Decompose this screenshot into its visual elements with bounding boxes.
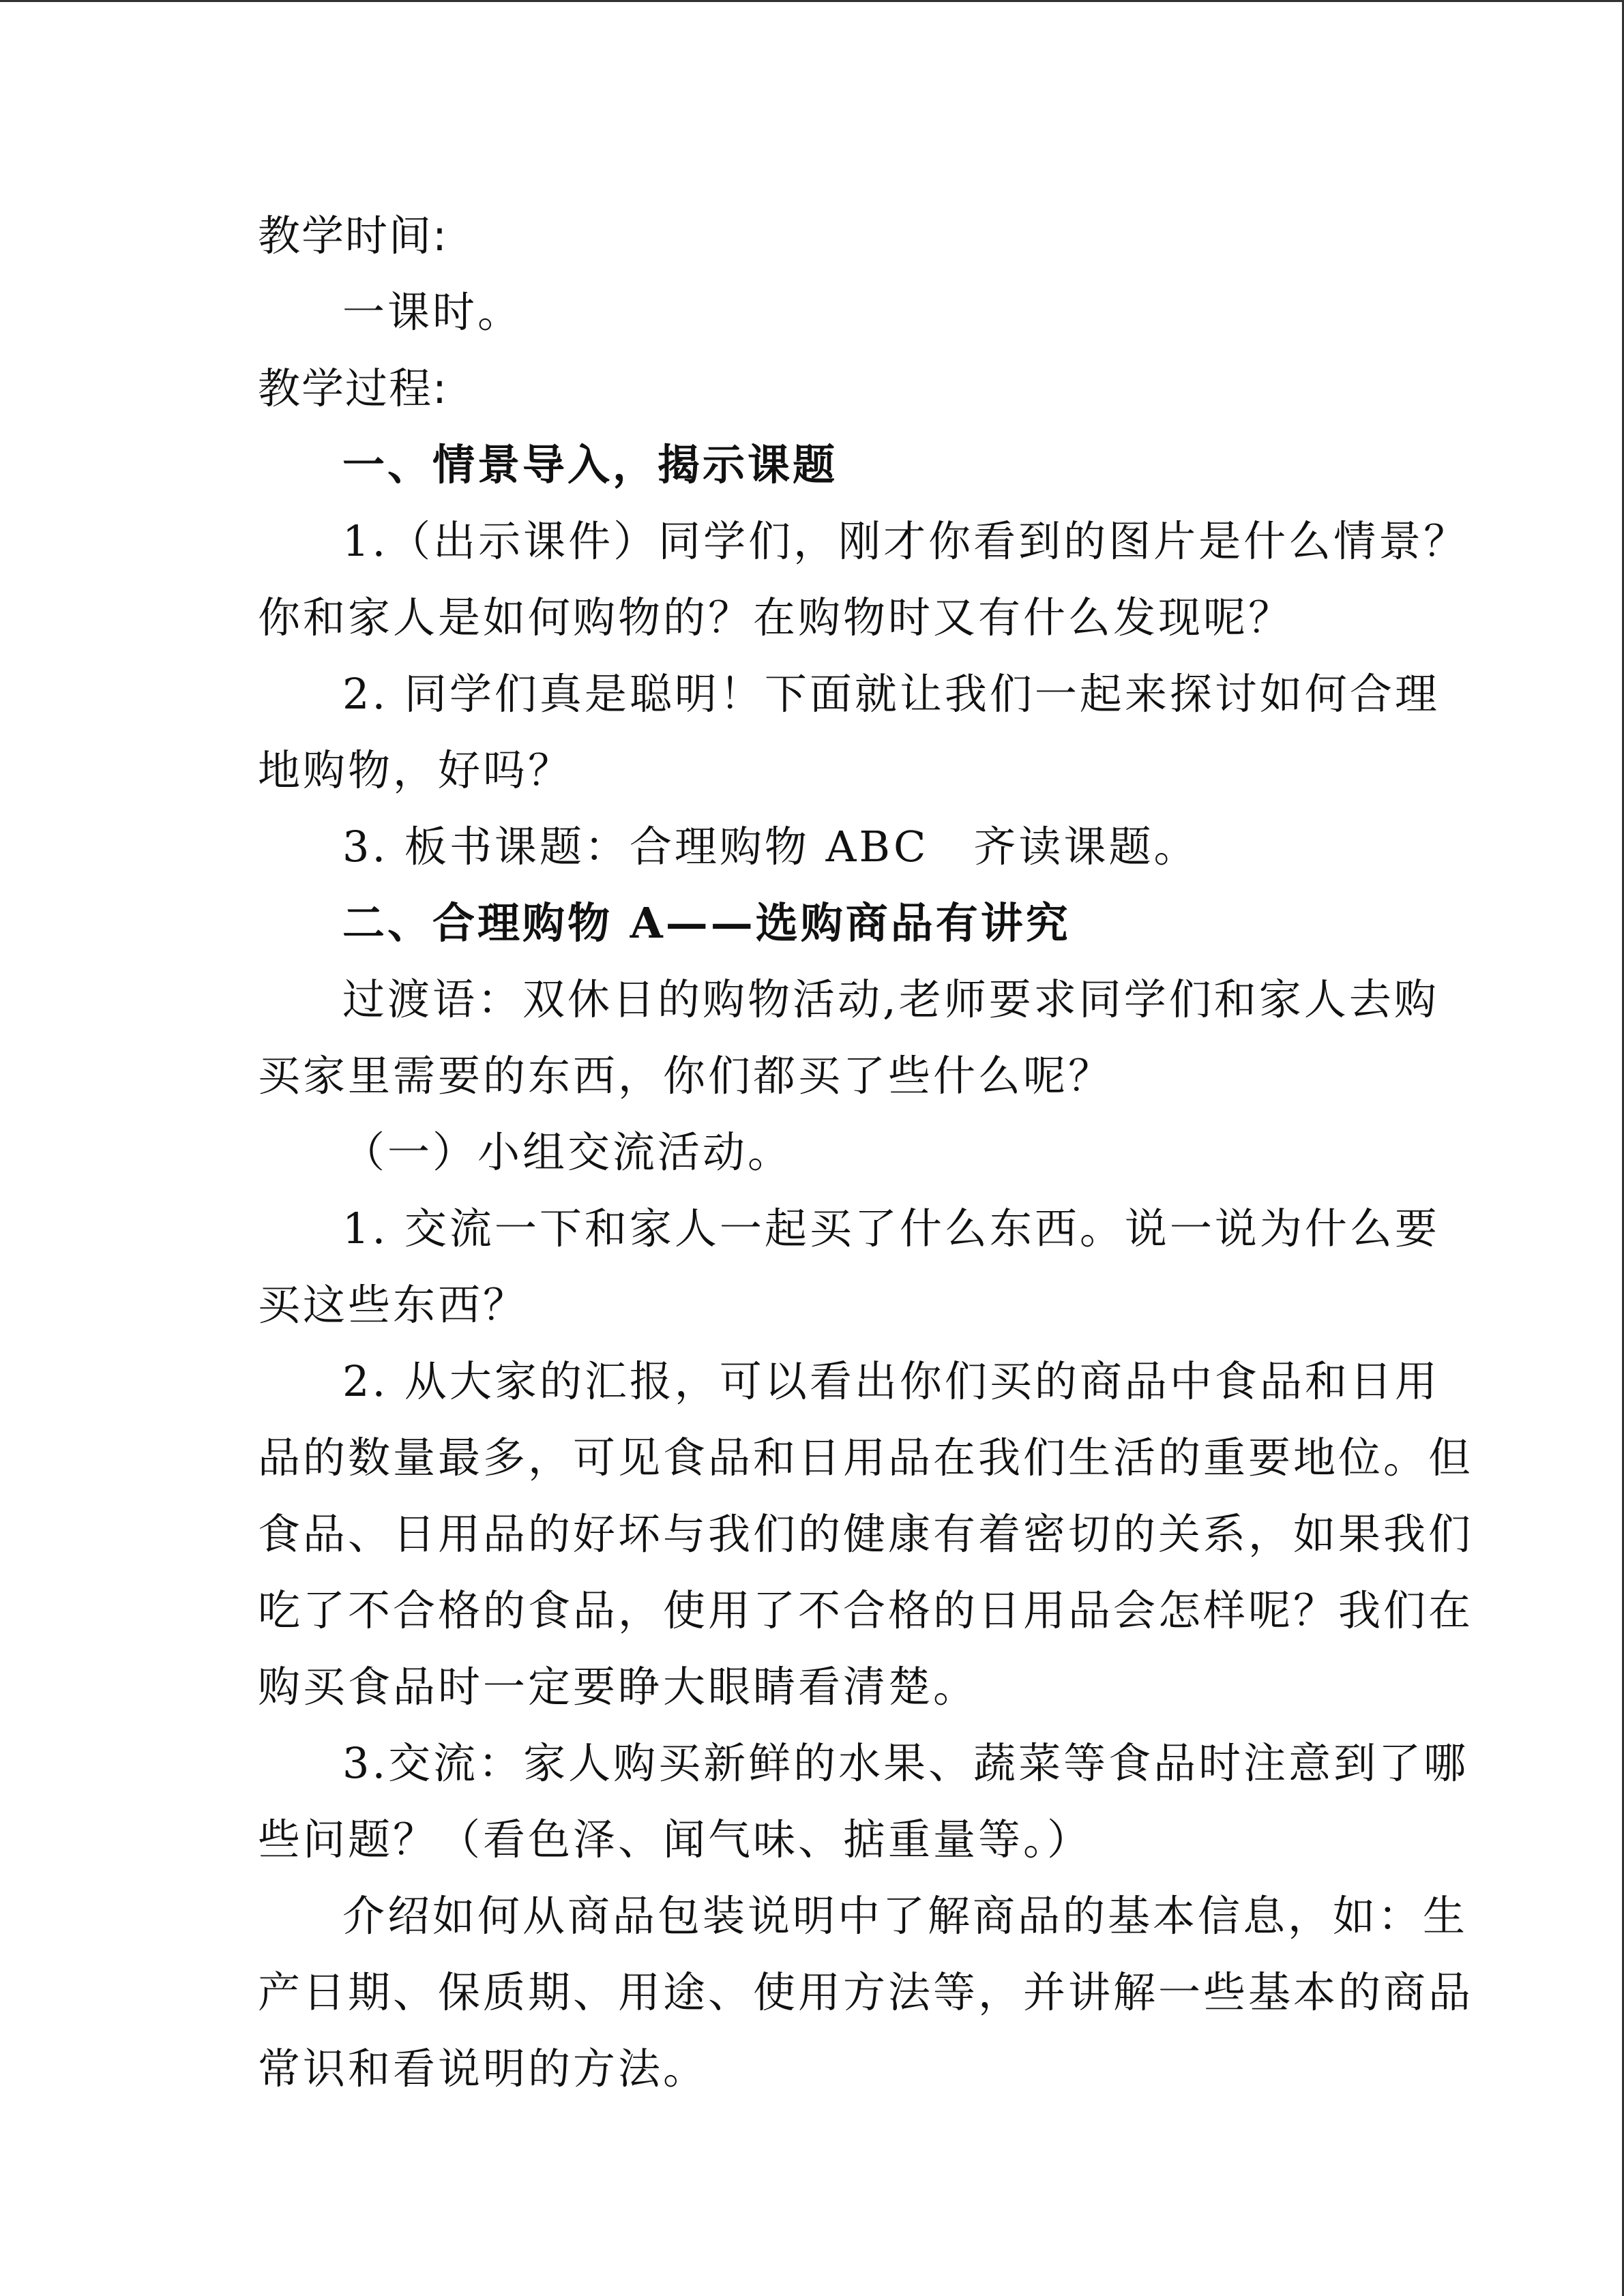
paragraph-line: 过渡语：双休日的购物活动,老师要求同学们和家人去购	[342, 974, 1439, 1024]
paragraph-line: 买家里需要的东西，你们都买了些什么呢？	[258, 1051, 1114, 1101]
paragraph-line: （一）小组交流活动。	[342, 1127, 793, 1177]
paragraph-line: 一课时。	[342, 287, 523, 337]
paragraph-line: 2. 从大家的汇报，可以看出你们买的商品中食品和日用	[342, 1356, 1440, 1406]
page-border-top	[0, 0, 1624, 2]
paragraph-line: 常识和看说明的方法。	[258, 2044, 709, 2093]
section-title-1: 一、情景导入，揭示课题	[342, 440, 838, 490]
paragraph-line: 地购物，好吗？	[258, 745, 574, 795]
paragraph-line: 你和家人是如何购物的？在购物时又有什么发现呢？	[258, 593, 1294, 642]
paragraph-line: 买这些东西？	[258, 1280, 529, 1330]
paragraph-line: 3. 板书课题：合理购物 ABC 齐读课题。	[342, 822, 1199, 871]
paragraph-line: 食品、日用品的好坏与我们的健康有着密切的关系，如果我们	[258, 1509, 1474, 1559]
section-title-2: 二、合理购物 A——选购商品有讲究	[342, 898, 1071, 948]
paragraph-line: 吃了不合格的食品，使用了不合格的日用品会怎样呢？我们在	[258, 1585, 1474, 1635]
paragraph-line: 购买食品时一定要睁大眼睛看清楚。	[258, 1662, 979, 1712]
paragraph-line: 些问题？（看色泽、闻气味、掂重量等。）	[258, 1815, 1093, 1864]
paragraph-line: 2. 同学们真是聪明！下面就让我们一起来探讨如何合理	[342, 669, 1440, 719]
paragraph-line: 产日期、保质期、用途、使用方法等，并讲解一些基本的商品	[258, 1967, 1474, 2017]
heading-teaching-time: 教学时间:	[258, 211, 448, 260]
heading-teaching-process: 教学过程:	[258, 363, 448, 413]
paragraph-line: 1. 交流一下和家人一起买了什么东西。说一说为什么要	[342, 1204, 1440, 1253]
paragraph-line: 1.（出示课件）同学们，刚才你看到的图片是什么情景？	[342, 516, 1469, 566]
document-body	[258, 198, 1474, 2107]
paragraph-line: 介绍如何从商品包装说明中了解商品的基本信息，如：生	[342, 1891, 1468, 1941]
paragraph-line: 3.交流：家人购买新鲜的水果、蔬菜等食品时注意到了哪	[342, 1738, 1469, 1788]
paragraph-line: 品的数量最多，可见食品和日用品在我们生活的重要地位。但	[258, 1433, 1474, 1482]
